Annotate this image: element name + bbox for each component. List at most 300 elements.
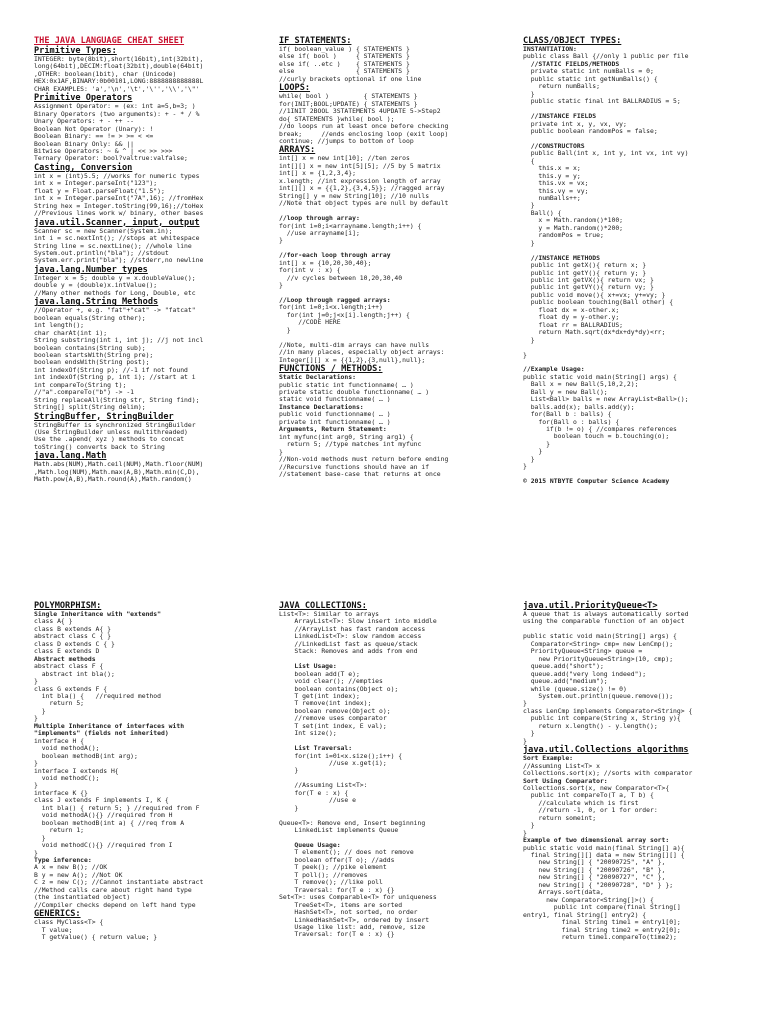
code-line: float dy = y-other.y; [523,314,620,322]
code-line: public static final int BALLRADIUS = 5; [523,98,681,106]
code-line: public int getVX(){ return vx; } [523,277,654,284]
code-line: public boolean touching(Ball other) { [523,299,674,307]
code-line: toString() converts back to String [34,443,165,451]
code-line: int[] x = {1,2,3,4}; [279,170,356,178]
code-line: } [523,455,535,463]
code-line: return 1; [34,827,85,835]
code-line: for(int i=0;i<x.length;i++) [279,304,383,312]
code-line: this.y = y; [523,172,581,180]
code-line: Use the .apend( xyz ) methods to concat [34,436,185,444]
code-line: continue; //jumps to bottom of loop [279,137,414,145]
code-line: T remove(); //like poll [279,879,383,887]
code-line: boolean endsWith(String post); [34,359,150,367]
code-line: return someint; [523,814,597,822]
code-line: String substring(int i, int j); //j not incl [34,337,204,345]
code-line: entry1, final String[] entry2) { [523,911,647,919]
code-line: boolean touch = b.touching(o); [523,433,670,441]
code-line: char charAt(int i); [34,329,108,337]
section-heading: Primitive Types: [34,46,117,56]
code-line: } [34,707,46,715]
code-line: Queue<T>: Remove end, Insert beginning [279,819,426,827]
code-line: Integer[][] x = {{1,2},{3,null},null}; [279,356,426,364]
code-line: class LenCmp implements Comparator<String> { [523,707,693,715]
code-line: Integer x = 5; double y = x.doubleValue(); [34,274,196,282]
code-line: Traversal: for(T e : x) {} [279,931,395,939]
code-line: Assignment Operator: = (ex: int a=5,b=3; ) [34,103,196,111]
code-line: int[] x = new int[10]; //ten zeros [279,155,410,163]
code-line: return x.length() - y.length(); [523,722,658,730]
code-line: //Note, multi-dim arrays can have nulls [279,341,430,349]
code-line: Unary Operators: + - ++ -- [34,118,135,126]
code-line: ArrayList<T>: Slow insert into middle [279,618,437,626]
column-basics [34,36,272,484]
code-line: } [523,730,535,738]
code-line: System.err.print("bla"); //stderr,no newline [34,257,204,265]
blank-line [279,812,517,819]
code-line: //use e [279,797,356,805]
section-heading: Primitive Operators [34,93,133,104]
code-line: } [523,202,535,210]
subheading-line: "implements" (fields not inherited) [34,730,169,738]
sheet-title: THE JAVA LANGUAGE CHEAT SHEET [34,36,185,46]
code-line: boolean methodB(int arg); [34,752,138,760]
column-collections [279,601,517,939]
code-line: for(T e : x) { [279,789,349,797]
code-line: int bla() { return 5; } //required from F [34,804,200,812]
code-line: ,Math.log(NUM),Math.max(A,B),Math.min(C,D), [34,468,200,476]
code-line: } [34,678,38,686]
code-line: String hex = Integer.toString(99,16);//toHex [34,202,204,210]
code-line: public int getY(){ return y; } [523,269,647,277]
subheading-line: Sort Using Comparator: [523,777,608,785]
code-line: Usage like list: add, remove, size [279,923,426,931]
code-line: String[] split(String delim); [34,404,146,412]
code-line: public static void main(String[] args) { [523,633,677,641]
code-line: int[][] x = new int[5][5]; //5 by 5 matrix [279,162,441,170]
code-line: } [279,804,299,812]
code-line: private int x, y, vx, vy; [523,120,627,128]
code-line: abstract int bla(); [34,670,115,678]
code-line: //in many places, especially object arrays: [279,349,445,357]
code-line: //remove uses comparator [279,715,387,723]
subheading-line: //for-each loop through array [279,252,391,260]
section-heading: StringBuffer, StringBuilder [34,411,174,422]
code-line: } [523,239,535,247]
subheading-line: INSTANTIATION: [523,46,577,53]
blank-line [279,775,517,782]
code-line: for(int i=0;i<arrayname.length;i++) { [279,222,422,230]
code-line: } [523,448,543,456]
code-line: } [523,336,535,344]
code-line: randomPos = true; [523,232,604,240]
code-line: Collections.sort(x); //sorts with comparator [523,770,693,778]
code-line: } [523,822,535,830]
code-line: T set(int index, E val); [279,722,387,730]
code-line: T value; [34,926,73,934]
code-line: //Previous lines work w/ binary, other bases [34,210,204,218]
code-line: TreeSet<T>, items are sorted [279,901,403,909]
code-line: void methodA(); [34,745,100,753]
code-line: //Non-void methods must return before ending [279,456,449,464]
code-line: class A{ } [34,618,73,626]
section-heading: POLYMORPHISM: [34,601,102,611]
blank-line [279,245,517,252]
code-line: while( bool ) { STATEMENTS } [279,93,418,101]
code-line: public int compareTo(T a, T b) { [523,792,654,800]
subheading-line: Sort Example: [523,755,574,763]
code-line: public static void main(String[] args) { [523,373,677,381]
code-line: int x = (int)5.5; //works for numeric types [34,172,200,180]
code-line: String[] y = new String[10]; //10 nulls [279,192,430,200]
code-line: queue.add("medium"); [523,678,608,686]
code-line: int length(); [34,322,85,330]
section-heading: LOOPS: [279,83,311,94]
blank-line [523,106,761,113]
code-line: boolean remove(Object o); [279,707,391,715]
code-line: class E extends D [34,648,100,656]
code-line: HEX:0x1AF,BINARY:0b00101,LONG:8888888888888L [34,78,204,86]
code-line: public void functionname( … ) [279,411,391,419]
code-line: numBalls++; [523,195,581,203]
code-line: } [279,237,283,245]
code-line: balls.add(x); balls.add(y); [523,403,635,411]
code-line: for(Ball o : balls) { [523,418,620,426]
section-heading: java.util.Scanner, input, output [34,217,200,228]
code-line: } [34,782,38,790]
code-line: A queue that is always automatically sorted [523,611,689,618]
code-line: CHAR EXAMPLES: 'a','\n','\t','\'','\\','\"' [34,85,200,93]
code-line: for(Ball b : balls) { [523,411,612,419]
code-line: boolean startsWith(String pre); [34,351,154,359]
code-line: List<T>: Similar to arrays [279,611,380,618]
code-line: this.x = x; [523,165,581,173]
code-line: StringBuffer is synchronized StringBuilder [34,421,196,429]
section-heading: Casting, Conversion [34,162,133,173]
code-line: T element(); // does not remove [279,849,414,857]
code-line: while (queue.size() != 0) [523,685,627,693]
code-line: public class Ball {//only 1 public per file [523,53,689,61]
subheading-line: Instance Declarations: [279,403,364,411]
blank-line [523,344,761,351]
code-line: } [34,849,38,857]
code-line: int x = Integer.parseInt("7A",16); //fromHex [34,195,204,203]
code-line: } [523,351,527,359]
section-heading: java.util.Collections algorithms [523,745,689,756]
code-line: return time1.compareTo(time2); [523,934,677,942]
code-line: class B extends A{ } [34,625,111,633]
code-line: //calculate which is first [523,799,639,807]
code-line: do{ STATEMENTS }while( bool ); [279,115,395,123]
code-line: boolean equals(String other); [34,314,146,322]
code-line: int indexOf(String p, int i); //start at i [34,374,196,382]
code-line: new String[] { "20090725", "A" }, [523,859,666,867]
code-line: int[] x = {10,20,30,40}; [279,259,372,267]
code-line: INTEGER: byte(8bit),short(16bit),int(32bit), [34,56,204,63]
code-line: for(int v : x) { [279,267,341,275]
subheading-line: //Example Usage: [523,366,585,374]
code-line: for(INIT;BOOL;UPDATE) { STATEMENTS } [279,100,418,108]
subheading-line: //loop through array: [279,215,360,223]
code-line: boolean offer(T o); //adds [279,856,395,864]
code-line: new String[] { "20090726", "B" }, [523,866,666,874]
code-line: Traversal: for(T e : x) {} [279,886,395,894]
code-line: } [279,282,283,290]
code-line: System.out.println(queue.remove()); [523,692,674,700]
code-line: Collections.sort(x, new Comparator<T>{ [523,784,670,792]
code-line: void methodA(){} //required from H [34,812,173,820]
code-line: } [279,326,291,334]
code-line: if( boolean_value ) { STATEMENTS } [279,46,410,53]
code-line: LinkedList implements Queue [279,827,399,835]
code-line: private static double functionname( … ) [279,388,430,396]
section-heading: IF STATEMENTS: [279,36,352,46]
subheading-line: Arguments, Return Statement: [279,426,387,434]
code-line: //curly brackets optional if one line [279,75,422,83]
code-line: x.length; //int expression length of array [279,177,441,185]
code-line: final String[][] data = new String[][] { [523,852,685,860]
code-line: (Use StringBuilder unless multithreaded) [34,429,188,437]
code-line: //LinkedList fast as queue/stack [279,640,418,648]
code-line: return 5; [34,700,85,708]
subheading-line: //INSTANCE METHODS [523,254,600,262]
code-line: //"a".compareTo("b") -> -1 [34,389,135,397]
code-line: int x = Integer.parseInt("123"); [34,180,158,188]
code-line: Boolean Binary: == != > >= < <= [34,133,154,141]
section-heading: CLASS/OBJECT TYPES: [523,36,622,46]
code-line: void clear(); //empties [279,678,383,686]
code-line: interface H { [34,737,85,745]
subheading-line: © 2015 NTBYTE Computer Science Academy [523,478,670,486]
code-line: x = Math.random()*100; [523,217,624,225]
subheading-line: Example of two dimensional array sort: [523,837,670,845]
code-line: Stack: Removes and adds from end [279,648,418,656]
subheading-line: //Loop through ragged arrays: [279,297,391,304]
code-line: public static int getNumBalls() { [523,75,658,83]
code-line: //use x.get(i); [279,760,387,768]
code-line: interface I extends H{ [34,767,119,775]
code-line: } [523,440,550,448]
code-line: Ball x = new Ball(5,10,2,2); [523,381,639,389]
code-line: Set<T>: uses Comparable<T> for uniqueness [279,894,437,902]
section-heading: java.lang.Math [34,451,107,462]
code-line: System.out.println("bla"); //stdout [34,249,169,257]
code-line: T poll(); //removes [279,871,368,879]
subheading-line: List Traversal: [279,745,353,753]
code-line: class G extends F { [34,685,108,693]
section-heading: java.util.PriorityQueue<T> [523,601,658,611]
code-line: Boolean Binary Only: && || [34,140,135,148]
subheading-line: Type inference: [34,856,92,864]
code-line: } [279,448,283,456]
code-line: this.vy = vy; [523,187,589,195]
code-line: int compareTo(String t); [34,381,127,389]
code-line: Boolean Not Operator (Unary): ! [34,125,154,133]
code-line: //v cycles between 10,20,30,40 [279,274,403,282]
blank-line [279,656,517,663]
code-line: //Many other methods for Long, Double, etc [34,289,196,297]
code-line: String replaceAll(String str, String find); [34,396,200,404]
code-line: abstract class C { } [34,633,111,641]
code-line: } [523,829,527,837]
code-line: else { STATEMENTS } [279,68,410,76]
code-line: T remove(int index); [279,700,372,708]
code-line: int bla() { //required method [34,692,161,700]
code-line: //Note that object types are null by default [279,200,449,208]
code-line: } [523,463,527,471]
code-line: B y = new A(); //Not OK [34,871,123,879]
code-line: //CODE HERE [279,319,341,327]
code-line: //return -1, 0, or 1 for order: [523,807,658,815]
blank-line [279,835,517,842]
code-line: Math.pow(A,B),Math.round(A),Math.random() [34,476,192,484]
code-line: interface K {} [34,789,88,797]
blank-line [279,738,517,745]
code-line: queue.add("very long indeed"); [523,670,647,678]
code-line: boolean contains(Object o); [279,685,399,693]
code-line: public boolean randomPos = false; [523,127,658,135]
code-line: Ball y = new Ball(); [523,388,608,396]
code-line: } [34,834,46,842]
subheading-line: Static Declarations: [279,374,356,382]
code-line: public int getX(){ return x; } [523,262,647,270]
code-line: return Math.sqrt(dx*dx+dy*dy)<rr; [523,329,666,337]
code-line: return numBalls; [523,83,600,91]
blank-line [279,208,517,215]
code-line: abstract class F { [34,663,104,671]
subheading-line: //INSTANCE FIELDS [523,113,597,121]
code-line: boolean add(T e); [279,670,360,678]
column-priorityqueue [523,601,761,941]
code-line: for(int i=0i<x.size();i++) { [279,752,403,760]
code-line: queue.add("short"); [523,663,604,671]
blank-line [523,626,761,633]
code-line: public int compare(String x, String y){ [523,715,681,723]
code-line: final String time2 = entry2[0]; [523,926,681,934]
blank-line [523,135,761,142]
code-line: //1INIT 2BOOL 3STATEMENTS 4UPDATE 5->Step2 [279,108,441,116]
code-line: List<Ball> balls = new ArrayList<Ball>(); [523,396,689,404]
section-heading: FUNCTIONS / METHODS: [279,364,383,375]
column-polymorphism [34,601,272,941]
subheading-line: Queue Usage: [279,841,341,849]
code-line: //Compiler checks depend on left hand type [34,901,196,909]
code-line: public int compare(final String[] [523,904,681,912]
code-line: double y = (double)x.intValue(); [34,282,158,290]
code-line: y = Math.random()*200; [523,224,624,232]
section-heading: java.lang.String Methods [34,297,159,308]
code-line: A x = new B(); //OK [34,864,108,872]
code-line: new String[] { "20090727", "C" }, [523,874,666,882]
code-line: } [34,715,38,723]
subheading-line: Multiple Inheritance of interfaces with [34,722,185,730]
code-line: public int getVY(){ return vy; } [523,284,654,292]
code-line: public static void main(final String[] a){ [523,844,685,852]
code-line: PriorityQueue<String> queue = [523,648,643,656]
code-line: void methodC(){} //required from I [34,842,173,850]
code-line: class MyClass<T> { [34,919,104,927]
code-line: int[][] x = {{1,2},{3,4,5}}; //ragged array [279,185,445,193]
subheading-line: //CONSTRUCTORS [523,142,585,150]
code-line: public static int functionname( … ) [279,381,414,389]
section-heading: java.lang.Number types [34,264,148,275]
blank-line [279,290,517,297]
subheading-line: List Usage: [279,663,337,671]
code-line: int i = sc.nextInt(); //stops at whitespace [34,235,200,243]
code-line: boolean contains(String sub); [34,344,146,352]
code-line: //Method calls care about right hand type [34,886,192,894]
code-line: int indexOf(String p); //-1 if not found [34,366,188,374]
blank-line [523,359,761,366]
code-line: Ball() { [523,209,562,217]
code-line: //do loops run at least once before checking [279,123,449,131]
blank-line [523,471,761,478]
code-line: new String[] { "20090728", "D" } }; [523,881,674,889]
code-line: class D extends C { } [34,640,115,648]
code-line: public Ball(int x, int y, int vx, int vy) [523,150,689,158]
subheading-line: //STATIC FIELDS/METHODS [523,60,620,68]
code-line: } [279,767,299,775]
code-line: break; //ends enclosing loop (exit loop) [279,130,449,138]
code-line: //Assuming List<T> x [523,762,600,770]
code-line: else if( ..etc ) { STATEMENTS } [279,60,410,68]
section-heading: JAVA COLLECTIONS: [279,601,367,611]
code-line: ,OTHER: boolean(1bit), char (Unicode) [34,70,177,78]
code-line: C z = new C(); //Cannot instantiate abstract [34,879,204,887]
code-line: long(64bit),DECIM:float(32bit),double(64bit) [34,63,204,71]
code-line: //Operator +, e.g. "fat"+"cat" -> "fatcat" [34,307,196,315]
code-line: //Recursive functions should have an if [279,463,430,471]
column-classes [523,36,761,486]
code-line: LinkedHashSet<T>, ordered by insert [279,916,430,924]
code-line: Binary Operators (two arguments): + - * / % [34,110,200,118]
code-line: for(int j=0;j<x[i].length;j++) { [279,311,410,319]
code-line: //ArrayList has fast random access [279,625,426,633]
code-line: } [34,760,38,768]
code-line: //Assuming List<T>: [279,782,368,790]
code-line: Int size(); [279,730,337,738]
column-control-flow [279,36,517,478]
code-line: T peek(); //pike element [279,864,387,872]
section-heading: ARRAYS: [279,145,316,156]
code-line: void methodC(); [34,774,100,782]
code-line: static void functionname( … ) [279,396,391,404]
code-line: public void move(){ x+=vx; y+=vy; } [523,291,666,299]
code-line: } [523,90,535,98]
code-line: Scanner sc = new Scanner(System.in); [34,227,173,235]
code-line: //use arrayname[i]; [279,229,360,237]
code-line: LinkedList<T>: slow random access [279,633,422,641]
code-line: float y = Float.parseFloat("1.5"); [34,187,165,195]
blank-line [279,334,517,341]
code-line: Math.abs(NUM),Math.ceil(NUM),Math.floor(NUM) [34,461,204,469]
code-line: HashSet<T>, not sorted, no order [279,909,418,917]
code-line: //statement base-case that returns at once [279,470,441,478]
code-line: Ternary Operator: bool?valtrue:valfalse; [34,155,188,163]
subheading-line: Single Inheritance with "extends" [34,611,161,618]
code-line: float dx = x-other.x; [523,306,620,314]
code-line: } [523,700,527,708]
code-line: Arrays.sort(data, [523,889,604,897]
code-line: if(b != o) { //compares references [523,426,677,434]
code-line: new PriorityQueue<String>(10, cmp); [523,655,674,663]
code-line: return 5; //type matches int myfunc [279,441,422,449]
code-line: { [523,157,535,165]
section-heading: GENERICS: [34,909,81,920]
code-line: T getValue() { return value; } [34,934,158,942]
code-line: int myfunc(int arg0, String arg1) { [279,433,414,441]
code-line: boolean methodB(int a) { //req from A [34,819,185,827]
code-line: Bitwise Operators: ~ & ^ | << >> >>> [34,147,173,155]
